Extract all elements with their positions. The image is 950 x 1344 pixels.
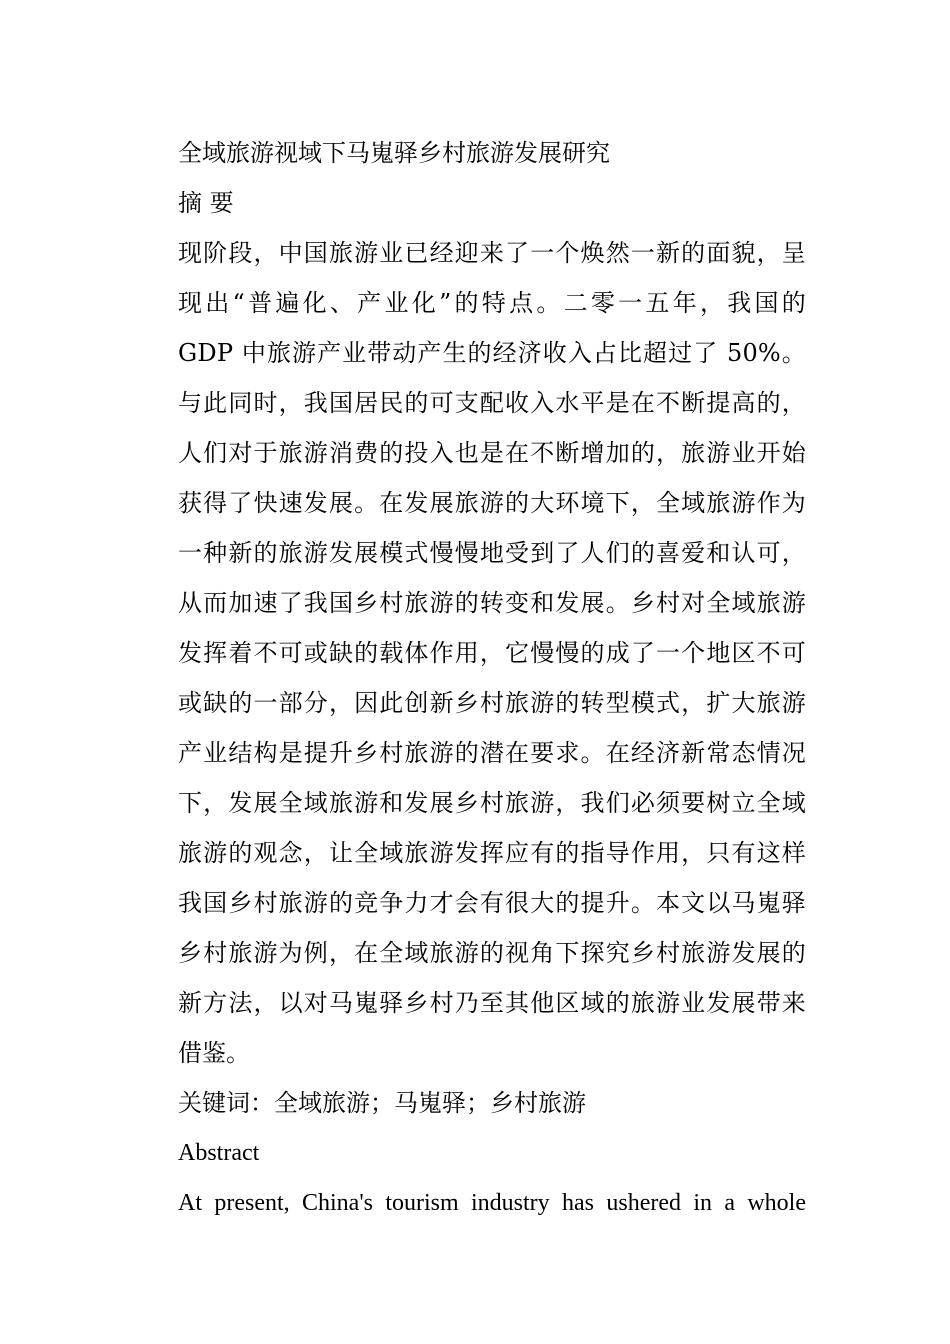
keywords: 关键词：全域旅游；马嵬驿；乡村旅游: [178, 1089, 586, 1117]
abstract-line-last: 借鉴。: [178, 1039, 250, 1067]
abstract-line: 旅游的观念，让全域旅游发挥应有的指导作用，只有这样: [178, 839, 806, 867]
abstract-body: [178, 228, 806, 1078]
abstract-line: 获得了快速发展。在发展旅游的大环境下，全域旅游作为: [178, 489, 806, 517]
abstract-line: 产业结构是提升乡村旅游的潜在要求。在经济新常态情况: [178, 739, 806, 767]
abstract-line: 从而加速了我国乡村旅游的转变和发展。乡村对全域旅游: [178, 589, 806, 617]
abstract-line: 下，发展全域旅游和发展乡村旅游，我们必须要树立全域: [178, 789, 806, 817]
abstract-line: 或缺的一部分，因此创新乡村旅游的转型模式，扩大旅游: [178, 689, 806, 717]
abstract-line: 新方法，以对马嵬驿乡村乃至其他区域的旅游业发展带来: [178, 989, 806, 1017]
abstract-line: GDP 中旅游产业带动产生的经济收入占比超过了 50%。: [178, 339, 806, 367]
document-page: [178, 128, 806, 1228]
abstract-line: 人们对于旅游消费的投入也是在不断增加的，旅游业开始: [178, 439, 806, 467]
abstract-line: 与此同时，我国居民的可支配收入水平是在不断提高的，: [178, 389, 806, 417]
abstract-line: 现出“普遍化、产业化”的特点。二零一五年，我国的: [178, 289, 806, 317]
document-title: 全域旅游视域下马嵬驿乡村旅游发展研究: [178, 139, 610, 167]
abstract-line: 一种新的旅游发展模式慢慢地受到了人们的喜爱和认可，: [178, 539, 806, 567]
abstract-line: 现阶段，中国旅游业已经迎来了一个焕然一新的面貌，呈: [178, 239, 806, 267]
english-abstract-heading: Abstract: [178, 1140, 260, 1166]
abstract-line: 乡村旅游为例，在全域旅游的视角下探究乡村旅游发展的: [178, 939, 806, 967]
abstract-heading: 摘 要: [178, 189, 234, 217]
abstract-line: 我国乡村旅游的竞争力才会有很大的提升。本文以马嵬驿: [178, 889, 806, 917]
english-abstract-line: At present, China's tourism industry has ushered in a whole: [178, 1190, 806, 1216]
abstract-line: 发挥着不可或缺的载体作用，它慢慢的成了一个地区不可: [178, 639, 806, 667]
